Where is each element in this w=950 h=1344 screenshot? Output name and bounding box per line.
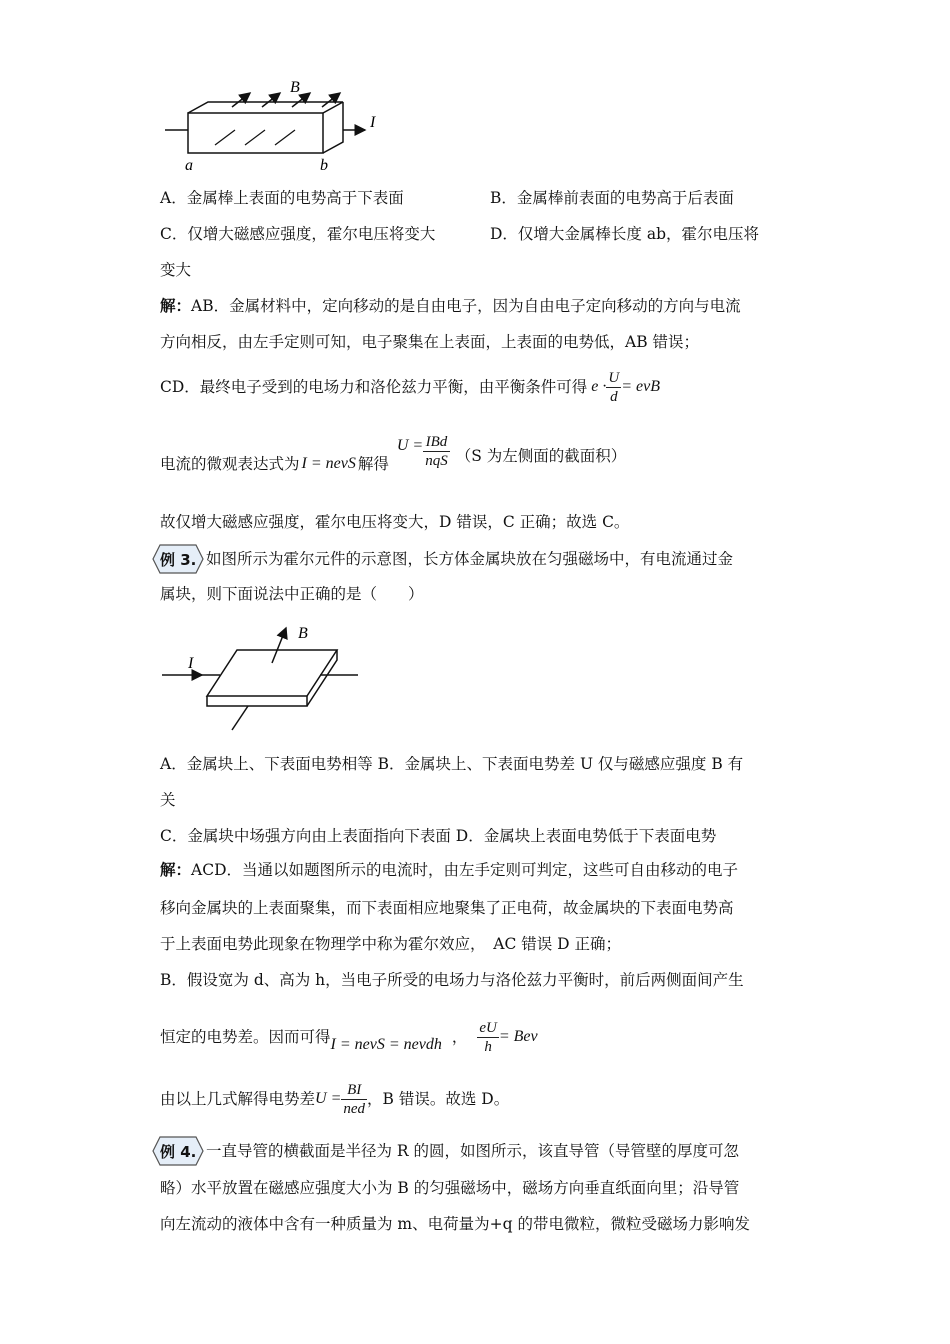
option-D-cont: 变大	[160, 261, 192, 279]
fraction-IBd-over-nqS: $\frac{\text{IBd}}{\text{nqS}}$	[425, 434, 448, 469]
solution-line-5: 故仅增大磁感应强度，霍尔电压将变大，D 错误，C 正确；故选 C。	[160, 513, 630, 531]
fraction-eU-over-h: $\frac{eU}{h}$	[479, 1019, 497, 1055]
label-a: a	[185, 157, 193, 174]
example-3-options-AB: A．金属块上、下表面电势相等 B．金属块上、下表面电势差 U 仅与磁感应强度 B 有	[160, 755, 744, 773]
solution-line-3: CD．最终电子受到的电场力和洛伦兹力平衡，由平衡条件可得 e · $\frac{U}{d}$ = evB	[160, 369, 661, 405]
solution-line-2: 方向相反，由左手定则可知，电子聚集在上表面，上表面的电势低，AB 错误；	[160, 333, 700, 351]
example-4-tag: 例 4.	[152, 1136, 204, 1166]
hall-bar-figure	[160, 75, 390, 175]
label-I: I	[370, 114, 376, 131]
example-3-solution-4: B．假设宽为 d、高为 h，当电子所受的电场力与洛伦兹力平衡时，前后两侧面间产生	[160, 971, 744, 989]
example-3-line-2: 属块，则下面说法中正确的是（ ）	[160, 585, 424, 603]
example-3-tag: 例 3.	[152, 544, 204, 574]
hall-element-figure	[160, 618, 370, 738]
example-3-line-1: 如图所示为霍尔元件的示意图，长方体金属块放在匀强磁场中，有电流通过金	[206, 550, 734, 568]
fraction-U-over-d: $\frac{U}{d}$	[608, 369, 620, 405]
example-3-solution-1: 解：ACD．当通以如题图所示的电流时，由左手定则可判定，这些可自由移动的电子	[160, 860, 738, 879]
example-3-solution-6: 由以上几式解得电势差 U = $\frac{BI}{\text{ned}}$ ，B 错误。故选 D。	[160, 1081, 510, 1117]
example-3-solution-5: 恒定的电势差。因而可得 I = nevS = nevdh ， $\frac{eU}{h}$ = Bev	[160, 1019, 538, 1055]
option-D: D．仅增大金属棒长度 ab，霍尔电压将	[490, 225, 760, 243]
solution-line-1: 解：AB．金属材料中，定向移动的是自由电子，因为自由电子定向移动的方向与电流	[160, 296, 741, 315]
example-4-line-1: 一直导管的横截面是半径为 R 的圆，如图所示，该直导管（导管壁的厚度可忽	[206, 1142, 740, 1160]
option-A: A．金属棒上表面的电势高于下表面	[160, 189, 404, 207]
example-3-solution-2: 移向金属块的上表面聚集，而下表面相应地聚集了正电荷，故金属块的下表面电势高	[160, 899, 734, 917]
label-b: b	[320, 157, 328, 174]
label-B: B	[298, 625, 308, 642]
fraction-BI-over-ned: $\frac{BI}{\text{ned}}$	[343, 1081, 366, 1117]
solution-line-4: 电流的微观表达式为 I = nevS 解得 U = $\frac{\text{IBd}}{\text{nqS}}$ （S 为左侧面的截面积）	[160, 434, 627, 473]
example-4-line-3: 向左流动的液体中含有一种质量为 m、电荷量为+q 的带电微粒，微粒受磁场力影响发	[160, 1215, 750, 1233]
example-4-line-2: 略）水平放置在磁感应强度大小为 B 的匀强磁场中，磁场方向垂直纸面向里；沿导管	[160, 1179, 740, 1197]
label-B: B	[290, 79, 300, 96]
example-3-options-CD: C．金属块中场强方向由上表面指向下表面 D．金属块上表面电势低于下表面电势	[160, 827, 717, 845]
label-I: I	[188, 655, 194, 672]
example-3-solution-3: 于上表面电势此现象在物理学中称为霍尔效应， AC 错误 D 正确；	[160, 935, 622, 953]
option-B: B．金属棒前表面的电势高于后表面	[490, 189, 734, 207]
option-C: C．仅增大磁感应强度，霍尔电压将变大	[160, 225, 436, 243]
example-3-options-AB-cont: 关	[160, 791, 176, 809]
